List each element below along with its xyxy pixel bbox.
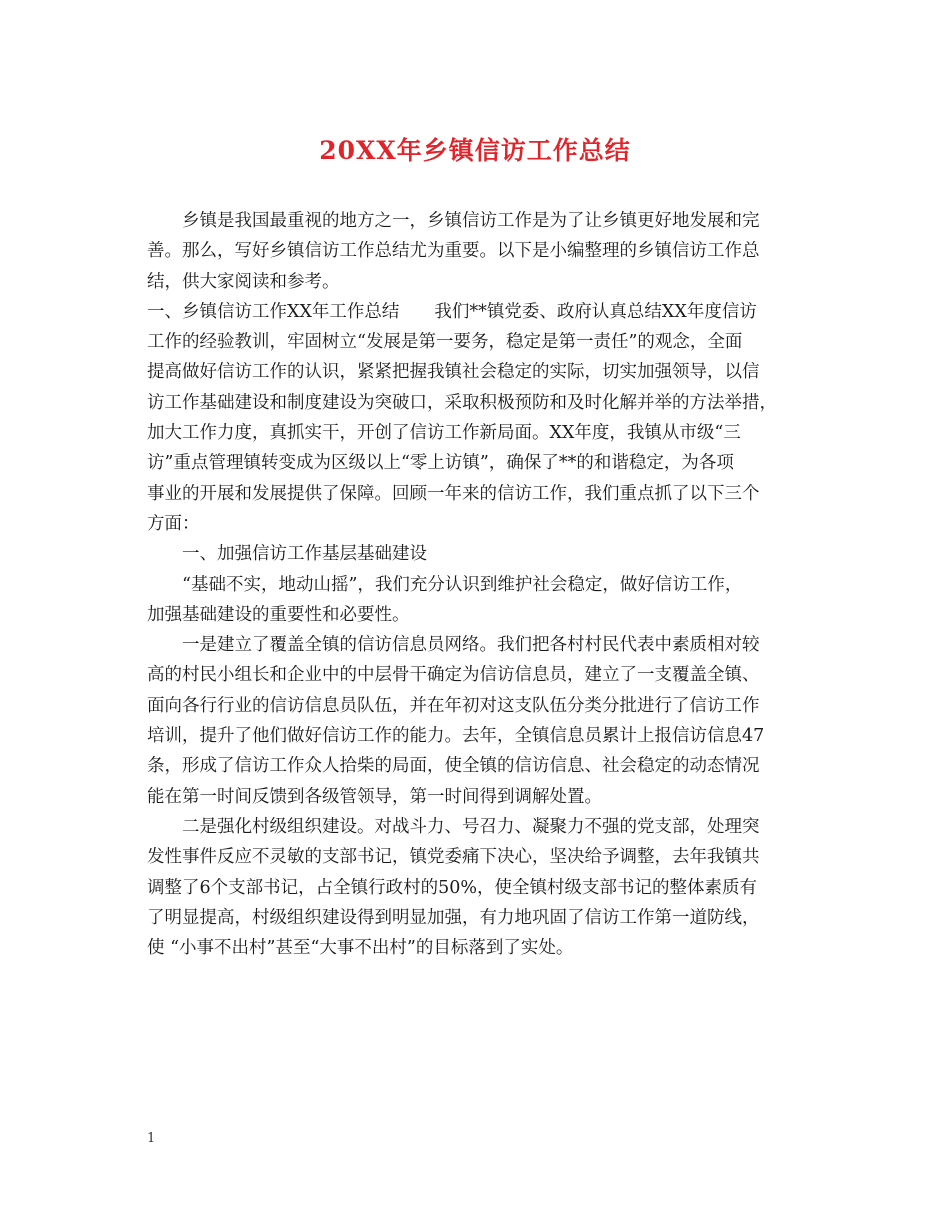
text-line: 发性事件反应不灵敏的支部书记，镇党委痛下决心，坚决给予调整，去年我镇共 bbox=[147, 847, 760, 868]
text-line: 调整了6个支部书记，占全镇行政村的50%，使全镇村级支部书记的整体素质有 bbox=[147, 877, 758, 898]
text-line: 访工作基础建设和制度建设为突破口，采取积极预防和及时化解并举的方法举措， bbox=[147, 392, 777, 413]
text-line: 结，供大家阅读和参考。 bbox=[147, 271, 340, 292]
section-heading: 一、加强信访工作基层基础建设 bbox=[182, 544, 427, 565]
text-line: 访”重点管理镇转变成为区级以上“零上访镇”，确保了**的和谐稳定，为各项 bbox=[147, 453, 734, 474]
text-line: 高的村民小组长和企业中的中层骨干确定为信访信息员，建立了一支覆盖全镇、 bbox=[147, 665, 760, 686]
text-line: 面向各行行业的信访信息员队伍，并在年初对这支队伍分类分批进行了信访工作 bbox=[147, 695, 760, 716]
document-title: 20XX年乡镇信访工作总结 bbox=[319, 136, 631, 165]
text-line: 条，形成了信访工作众人拾柴的局面，使全镇的信访信息、社会稳定的动态情况 bbox=[147, 756, 760, 777]
text-line: 加强基础建设的重要性和必要性。 bbox=[147, 604, 410, 625]
text-line: 使 “小事不出村”甚至“大事不出村”的目标落到了实处。 bbox=[147, 938, 574, 959]
page-number: 1 bbox=[147, 1131, 156, 1146]
text-line: 一、乡镇信访工作XX年工作总结 我们**镇党委、政府认真总结XX年度信访 bbox=[147, 301, 757, 322]
text-line: 善。那么，写好乡镇信访工作总结尤为重要。以下是小编整理的乡镇信访工作总 bbox=[147, 241, 760, 262]
text-line: 提高做好信访工作的认识，紧紧把握我镇社会稳定的实际，切实加强领导，以信 bbox=[147, 362, 760, 383]
document-body bbox=[147, 206, 812, 963]
text-line: 加大工作力度，真抓实干，开创了信访工作新局面。XX年度，我镇从市级“三 bbox=[147, 423, 741, 444]
text-line: 乡镇是我国最重视的地方之一，乡镇信访工作是为了让乡镇更好地发展和完 bbox=[182, 211, 760, 231]
text-line: 方面： bbox=[147, 513, 200, 534]
text-line: 一是建立了覆盖全镇的信访信息员网络。我们把各村村民代表中素质相对较 bbox=[182, 635, 760, 656]
text-line: 工作的经验教训，牢固树立“发展是第一要务，稳定是第一责任”的观念，全面 bbox=[147, 332, 743, 353]
text-line: “基础不实，地动山摇”，我们充分认识到维护社会稳定，做好信访工作， bbox=[182, 574, 743, 595]
text-line: 培训，提升了他们做好信访工作的能力。去年，全镇信息员累计上报信访信息47 bbox=[147, 726, 765, 747]
text-line: 能在第一时间反馈到各级管领导，第一时间得到调解处置。 bbox=[147, 786, 602, 807]
text-line: 二是强化村级组织建设。对战斗力、号召力、凝聚力不强的党支部，处理突 bbox=[182, 816, 760, 837]
text-line: 了明显提高，村级组织建设得到明显加强，有力地巩固了信访工作第一道防线， bbox=[147, 907, 760, 928]
text-line: 事业的开展和发展提供了保障。回顾一年来的信访工作，我们重点抓了以下三个 bbox=[147, 483, 760, 504]
